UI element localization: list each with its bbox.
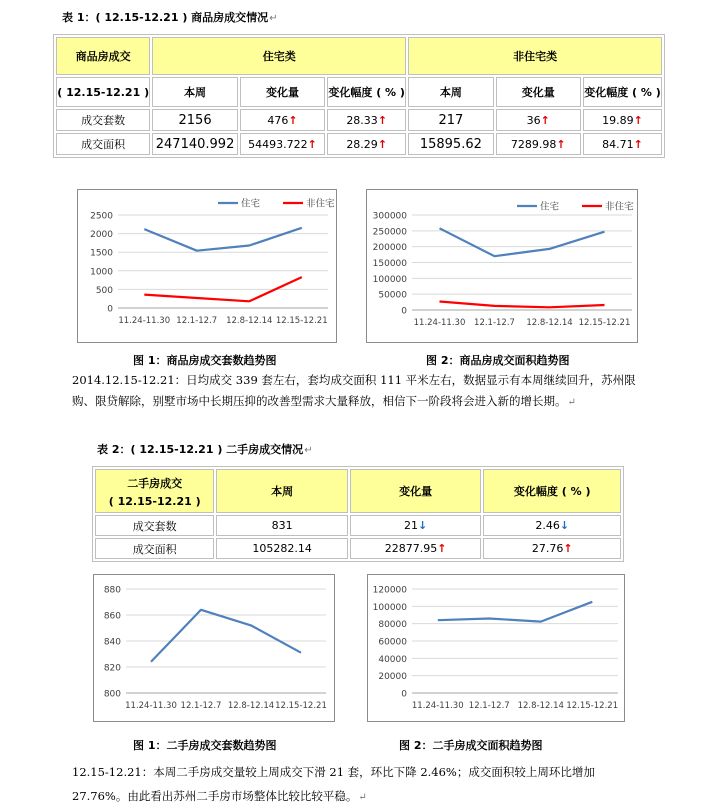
caption-chart3: 图 1：二手房成交套数趋势图: [133, 739, 277, 752]
chart-svg: [368, 575, 624, 721]
caption-chart2: 图 2：商品房成交面积趋势图: [426, 354, 570, 367]
table1-header-residential: 住宅类: [152, 37, 406, 75]
chart-svg: [78, 190, 336, 342]
table1-row1-non-week: 217: [408, 109, 493, 131]
table1-row1-non-change: 36: [526, 113, 541, 127]
table1-header-left-top: 商品房成交: [56, 37, 150, 75]
table1-col-change-res: 变化量: [240, 77, 325, 107]
legend-label: 非住宅: [306, 198, 335, 210]
y-tick-label: 60000: [378, 637, 407, 648]
table1-row2-res-pct: 28.29: [346, 137, 378, 151]
legend-label: 住宅: [540, 201, 560, 213]
table1-header-left-sub: ( 12.15-12.21 ): [56, 77, 150, 107]
arrow-down-icon: ↓: [559, 519, 570, 532]
table1-title: 表 1：( 12.15-12.21 ) 商品房成交情况↵: [62, 11, 278, 24]
paragraph-new-home: 2014.12.15-12.21：日均成交 339 套左右，套均成交面积 111 平米左右，数据显示有本周继续回升，苏州限购、限贷解除，别墅市场中长期压抑的改善型需求大量释放，相信下一阶段将会进入新的增长期。↵: [72, 373, 636, 408]
table2-header-left: 二手房成交 ( 12.15-12.21 ): [95, 469, 214, 513]
table1-col-pct-non: 变化幅度 ( % ): [583, 77, 662, 107]
series-line-2: [440, 302, 605, 308]
x-tick-label: 12.15-12.21: [566, 701, 619, 711]
y-tick-label: 40000: [378, 654, 407, 665]
arrow-up-icon: ↑: [556, 137, 566, 151]
table2-col-change: 变化量: [350, 469, 482, 513]
table2-title: 表 2：( 12.15-12.21 ) 二手房成交情况↵: [97, 443, 313, 456]
table-row: [95, 515, 621, 536]
arrow-up-icon: ↑: [633, 113, 643, 127]
table2-row2-pct: 27.76: [531, 542, 564, 555]
table1-row2-res-change: 54493.722: [248, 137, 308, 151]
caption-chart4: 图 2：二手房成交面积趋势图: [399, 739, 543, 752]
arrow-up-icon: ↑: [307, 137, 317, 151]
x-tick-label: 12.8-12.14: [517, 701, 564, 711]
table1-row1-res-change: 476: [267, 113, 289, 127]
arrow-up-icon: ↑: [563, 542, 573, 555]
y-tick-label: 100000: [372, 274, 407, 285]
table1-row1-label: 成交套数: [56, 109, 150, 131]
table1-row2-non-pct: 84.71: [602, 137, 634, 151]
series-line-1: [144, 228, 301, 251]
series-line-1: [438, 602, 593, 622]
table1-row1-res-week: 2156: [152, 109, 237, 131]
table-row: [56, 109, 662, 131]
x-tick-label: 11.24-11.30: [125, 701, 177, 711]
arrow-up-icon: ↑: [288, 113, 298, 127]
y-tick-label: 2000: [90, 230, 113, 241]
x-tick-label: 11.24-11.30: [118, 316, 171, 326]
table1-header-nonresidential: 非住宅类: [408, 37, 662, 75]
y-tick-label: 840: [103, 637, 121, 648]
table1-row1-non-pct: 19.89: [602, 113, 634, 127]
y-tick-label: 860: [103, 611, 121, 622]
x-tick-label: 12.8-12.14: [526, 318, 573, 328]
y-tick-label: 0: [401, 306, 407, 317]
table2-col-week: 本周: [216, 469, 348, 513]
y-tick-label: 250000: [372, 227, 407, 238]
chart-svg: [94, 575, 334, 721]
table1: [53, 34, 665, 158]
arrow-up-icon: ↑: [377, 137, 388, 151]
table2-row1-pct: 2.46: [535, 519, 560, 532]
x-tick-label: 12.1-12.7: [474, 318, 515, 328]
y-tick-label: 20000: [378, 672, 407, 683]
table-row: [95, 538, 621, 559]
table2: [92, 466, 624, 562]
arrow-up-icon: ↑: [540, 113, 550, 127]
y-tick-label: 100000: [372, 602, 407, 613]
caption-chart1: 图 1：商品房成交套数趋势图: [133, 354, 277, 367]
chart-svg: [367, 190, 637, 342]
chart-second-hand-units: [93, 574, 335, 722]
table1-row2-res-week: 247140.992: [152, 133, 237, 155]
paragraph-second-hand: 12.15-12.21：本周二手房成交量较上周成交下滑 21 套，环比下降 2.46%；成交面积较上周环比增加 27.76%。由此看出苏州二手房市场整体比较比较平稳。↵: [72, 765, 595, 803]
y-tick-label: 80000: [378, 620, 407, 631]
table2-row2-week: 105282.14: [216, 538, 348, 559]
x-tick-label: 12.1-12.7: [180, 701, 222, 711]
y-tick-label: 800: [103, 689, 121, 700]
arrow-up-icon: ↑: [633, 137, 643, 151]
table1-row2-non-change: 7289.98: [510, 137, 557, 151]
y-tick-label: 1000: [90, 267, 113, 278]
y-tick-label: 300000: [372, 211, 407, 222]
arrow-up-icon: ↑: [377, 113, 388, 127]
y-tick-label: 0: [401, 689, 407, 700]
series-line-1: [440, 228, 605, 256]
table2-row2-change: 22877.95: [384, 542, 438, 555]
table1-col-week-non: 本周: [408, 77, 493, 107]
table1-col-change-non: 变化量: [496, 77, 581, 107]
chart-new-home-units: [77, 189, 337, 343]
x-tick-label: 11.24-11.30: [413, 318, 466, 328]
x-tick-label: 12.8-12.14: [226, 316, 273, 326]
table2-row2-label: 成交面积: [95, 538, 214, 559]
x-tick-label: 12.1-12.7: [468, 701, 510, 711]
legend-label: 住宅: [241, 198, 261, 210]
legend-label: 非住宅: [605, 201, 634, 213]
y-tick-label: 150000: [372, 259, 407, 269]
table2-col-pct: 变化幅度 ( % ): [483, 469, 621, 513]
x-tick-label: 12.15-12.21: [275, 316, 328, 326]
y-tick-label: 200000: [372, 243, 407, 254]
table1-col-pct-res: 变化幅度 ( % ): [327, 77, 406, 107]
chart-new-home-area: [366, 189, 638, 343]
x-tick-label: 12.15-12.21: [578, 318, 631, 328]
y-tick-label: 120000: [372, 585, 407, 596]
series-line-1: [151, 610, 301, 662]
x-tick-label: 12.15-12.21: [275, 701, 327, 711]
y-tick-label: 50000: [378, 290, 407, 301]
y-tick-label: 500: [95, 285, 113, 296]
arrow-up-icon: ↑: [437, 542, 447, 555]
table-row: [56, 133, 662, 155]
table1-row1-res-pct: 28.33: [346, 113, 378, 127]
x-tick-label: 11.24-11.30: [411, 701, 464, 711]
x-tick-label: 12.8-12.14: [227, 701, 275, 711]
y-tick-label: 880: [103, 585, 121, 596]
table2-row1-label: 成交套数: [95, 515, 214, 536]
table1-col-week-res: 本周: [152, 77, 237, 107]
x-tick-label: 12.1-12.7: [176, 316, 218, 326]
y-tick-label: 820: [103, 663, 121, 674]
chart-second-hand-area: [367, 574, 625, 722]
y-tick-label: 0: [107, 304, 113, 315]
arrow-down-icon: ↓: [418, 519, 428, 532]
y-tick-label: 2500: [90, 211, 113, 222]
table2-row1-week: 831: [216, 515, 348, 536]
y-tick-label: 1500: [90, 248, 113, 259]
table2-row1-change: 21: [404, 519, 419, 532]
table1-row2-label: 成交面积: [56, 133, 150, 155]
table1-row2-non-week: 15895.62: [408, 133, 493, 155]
